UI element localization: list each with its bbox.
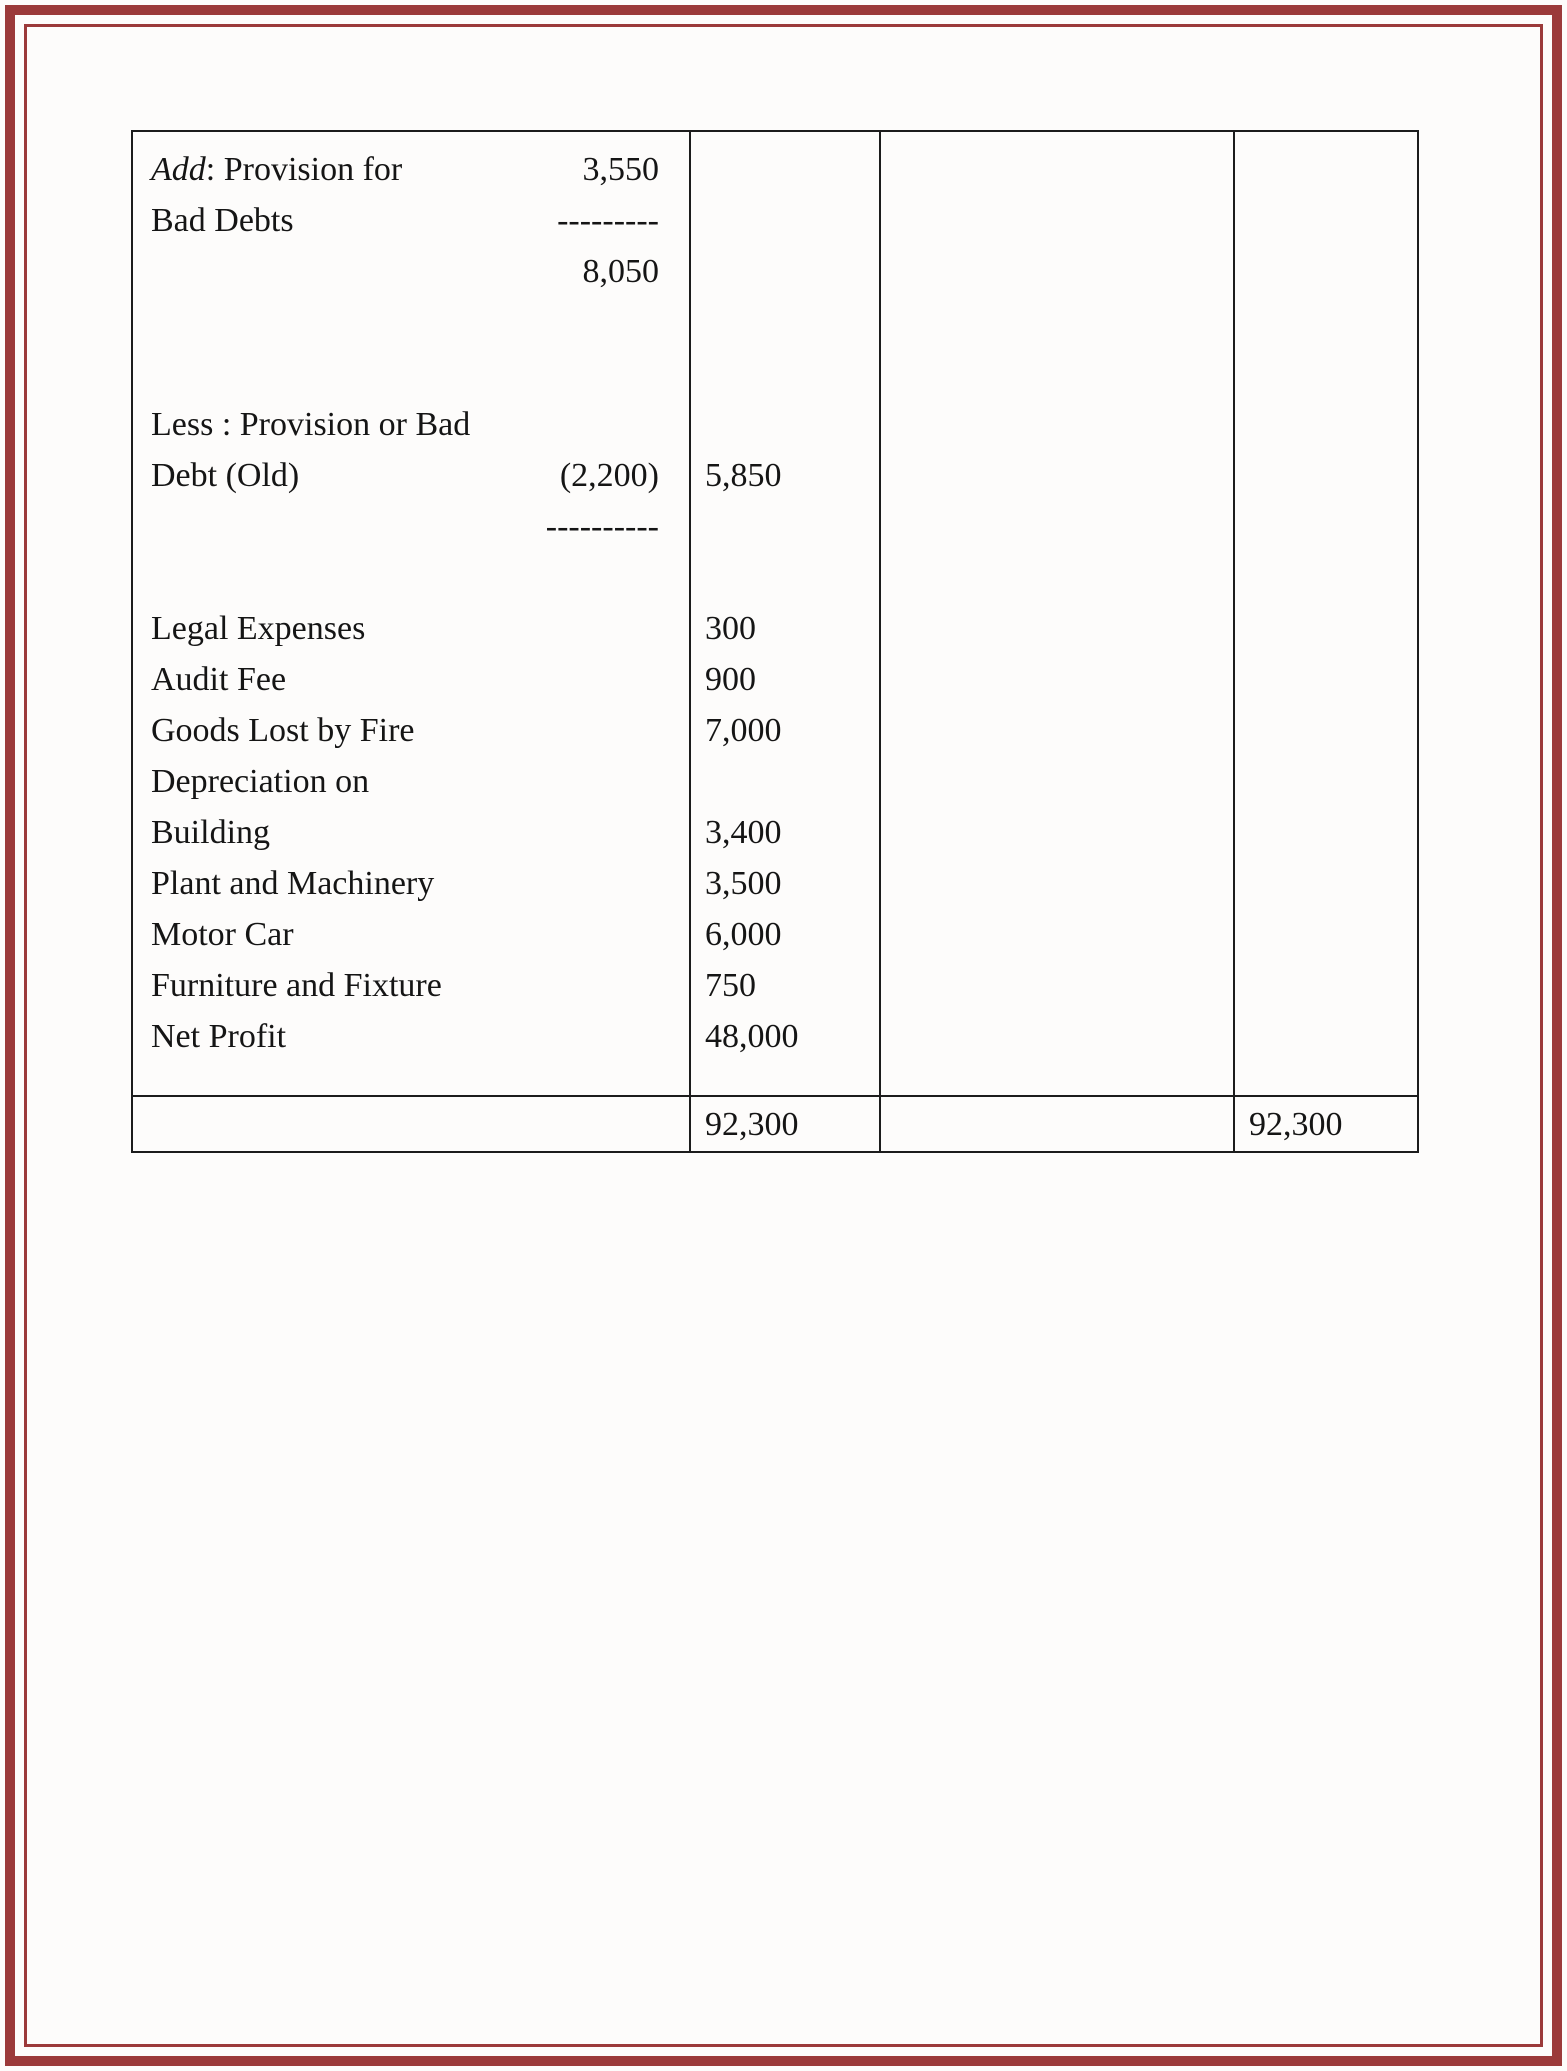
- row-amount: [705, 348, 873, 399]
- particulars-lines: [133, 132, 689, 1095]
- row-amount: 3,400: [705, 814, 782, 851]
- total-credit-cell: [1233, 1097, 1417, 1151]
- row-amount: 7,000: [705, 712, 782, 749]
- row-amount: [705, 501, 873, 552]
- row-label-line: [151, 858, 659, 909]
- row-label-line: [151, 756, 659, 807]
- row-label-line: [151, 654, 659, 705]
- row-label: Goods Lost by Fire: [151, 712, 415, 749]
- row-label: Furniture and Fixture: [151, 967, 442, 1004]
- row-label-line: [151, 348, 659, 399]
- row-inner-amount: ----------: [545, 508, 659, 545]
- row-amount: [705, 246, 873, 297]
- total-debit-cell: [689, 1097, 879, 1151]
- row-label: Audit Fee: [151, 661, 287, 698]
- row-label: Legal Expenses: [151, 610, 366, 647]
- row-amount: [705, 399, 873, 450]
- row-amount: [705, 144, 873, 195]
- row-label-line: [151, 450, 659, 501]
- row-label-line: [151, 705, 659, 756]
- row-label-line: [151, 246, 659, 297]
- total-particulars-left: [133, 1097, 689, 1151]
- row-inner-amount: ---------: [557, 202, 659, 239]
- table-total-row: [133, 1095, 1417, 1151]
- row-label-line: [151, 297, 659, 348]
- row-label-line: [151, 501, 659, 552]
- row-label-line: [151, 552, 659, 603]
- row-amount: 48,000: [705, 1018, 799, 1055]
- row-label: Building: [151, 814, 271, 851]
- row-amount: [705, 756, 873, 807]
- row-label: Plant and Machinery: [151, 865, 435, 902]
- debit-total: 92,300: [705, 1105, 799, 1143]
- row-label: Depreciation on: [151, 763, 370, 800]
- row-inner-amount: 3,550: [582, 151, 659, 188]
- row-label-line: [151, 195, 659, 246]
- row-amount: 3,500: [705, 865, 782, 902]
- row-amount: [705, 297, 873, 348]
- row-amount: 6,000: [705, 916, 782, 953]
- row-amount: 300: [705, 610, 756, 647]
- row-label: Bad Debts: [151, 202, 294, 239]
- row-label: Debt (Old): [151, 457, 300, 494]
- financial-table: [131, 130, 1419, 1153]
- row-label-line: [151, 1011, 659, 1062]
- row-amount: [705, 552, 873, 603]
- row-label-line: [151, 960, 659, 1011]
- row-amount: [705, 195, 873, 246]
- row-label-line: [151, 603, 659, 654]
- row-label-line: [151, 807, 659, 858]
- amount-lines: [689, 132, 879, 1095]
- particulars-right-column: [879, 132, 1233, 1095]
- row-inner-amount: (2,200): [559, 457, 659, 494]
- row-inner-amount: 8,050: [582, 253, 659, 290]
- row-amount: 900: [705, 661, 756, 698]
- row-amount: 750: [705, 967, 756, 1004]
- total-particulars-right: [879, 1097, 1233, 1151]
- row-label: Add: Provision for: [151, 151, 403, 188]
- row-label-line: [151, 399, 659, 450]
- credit-total: 92,300: [1249, 1105, 1343, 1143]
- row-label: Less : Provision or Bad: [151, 406, 471, 443]
- row-label-line: [151, 909, 659, 960]
- amount-right-column: [1233, 132, 1417, 1095]
- row-amount: 5,850: [705, 457, 782, 494]
- table-body-row: [133, 132, 1417, 1095]
- row-label: Motor Car: [151, 916, 294, 953]
- row-label-line: [151, 144, 659, 195]
- row-label: Net Profit: [151, 1018, 287, 1055]
